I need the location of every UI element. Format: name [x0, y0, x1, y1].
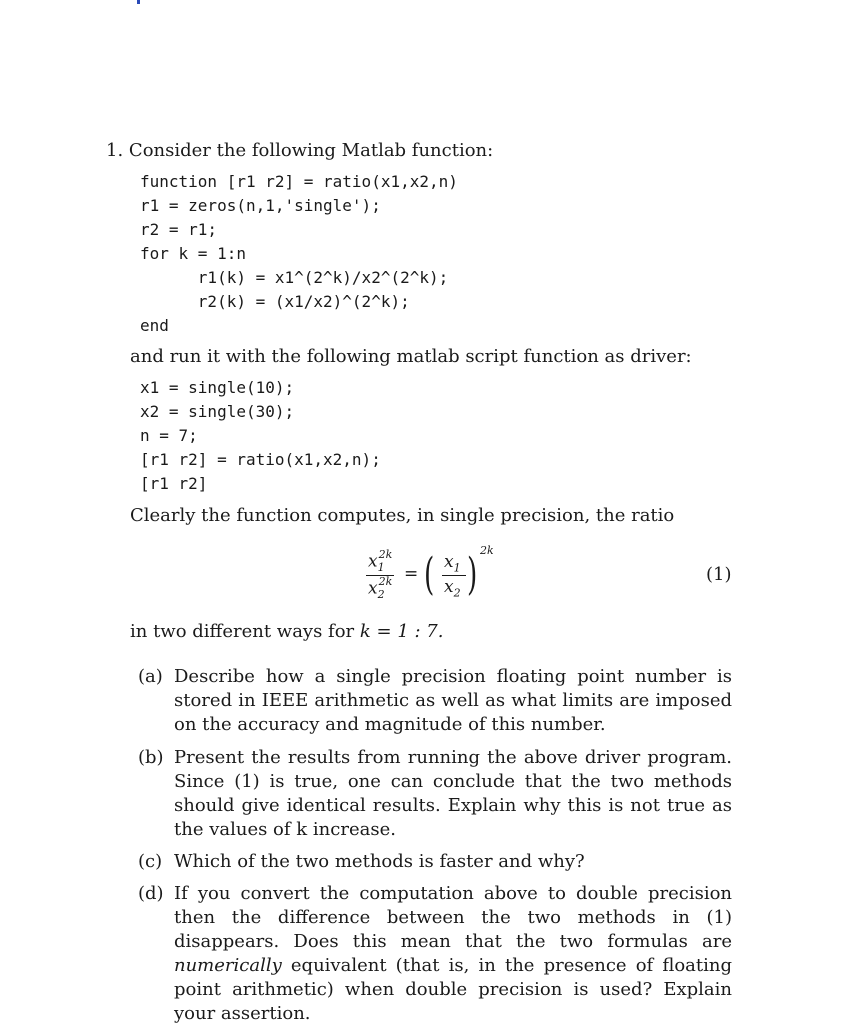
code-line: n = 7; — [140, 426, 198, 445]
part-label: (c) — [138, 851, 163, 872]
rhs-denominator: $x_2$ — [444, 577, 461, 600]
part-label: (b) — [138, 747, 164, 768]
stray-mark — [137, 0, 140, 4]
equation — [360, 544, 500, 606]
lhs-numerator: $x_1^{2k}$ — [368, 548, 393, 575]
question-intro: Consider the following Matlab function: — [128, 140, 494, 161]
question-number: 1. — [106, 140, 124, 161]
left-paren: ( — [424, 549, 435, 600]
part-label: (a) — [138, 666, 163, 687]
code-line: r2(k) = (x1/x2)^(2^k); — [140, 292, 410, 311]
code-line: [r1 r2] = ratio(x1,x2,n); — [140, 450, 381, 469]
ratio-text: Clearly the function computes, in single precision, the ratio — [130, 505, 675, 526]
right-paren: ) — [467, 549, 478, 600]
driver-intro: and run it with the following matlab script function as driver: — [130, 346, 692, 367]
ways-text: in two different ways for k = 1 : 7. — [130, 621, 444, 642]
rhs-exponent: 2k — [480, 544, 494, 557]
emphasis: numerically — [174, 955, 282, 976]
code-line: x1 = single(10); — [140, 378, 295, 397]
code-line: r2 = r1; — [140, 220, 218, 239]
code-line: x2 = single(30); — [140, 402, 295, 421]
rhs-fraction-bar — [442, 575, 466, 576]
part-d — [138, 882, 732, 1026]
lhs-denominator: $x_2^{2k}$ — [368, 575, 393, 602]
code-line: r1(k) = x1^(2^k)/x2^(2^k); — [140, 268, 449, 287]
part-text: If you convert the computation above to double precision then the difference between the two methods in (1) disappears. Does this mean that the two formulas are numerically equivalent (that is, in the presence of floating point arithmetic) when double precision is used? Explain your assertion. — [174, 883, 732, 1024]
code-line: function [r1 r2] = ratio(x1,x2,n) — [140, 172, 458, 191]
part-b — [138, 746, 732, 842]
rhs-numerator: $x_1$ — [444, 552, 461, 575]
equals-sign: = — [404, 564, 419, 584]
question-heading — [106, 140, 493, 162]
equation-number: (1) — [706, 564, 732, 585]
part-text: Present the results from running the above driver program. Since (1) is true, one can conclude that the two methods should give identical results. Explain why this is not true as the values of k increase. — [174, 747, 732, 840]
part-text: Describe how a single precision floating point number is stored in IEEE arithmetic as well as what limits are imposed on the accuracy and magnitude of this number. — [174, 666, 732, 735]
code-line: [r1 r2] — [140, 474, 208, 493]
part-text: Which of the two methods is faster and why? — [174, 851, 585, 872]
part-label: (d) — [138, 883, 164, 904]
code-line: end — [140, 316, 169, 335]
code-line: r1 = zeros(n,1,'single'); — [140, 196, 381, 215]
code-line: for k = 1:n — [140, 244, 246, 263]
part-c — [138, 850, 732, 874]
part-a — [138, 665, 732, 737]
